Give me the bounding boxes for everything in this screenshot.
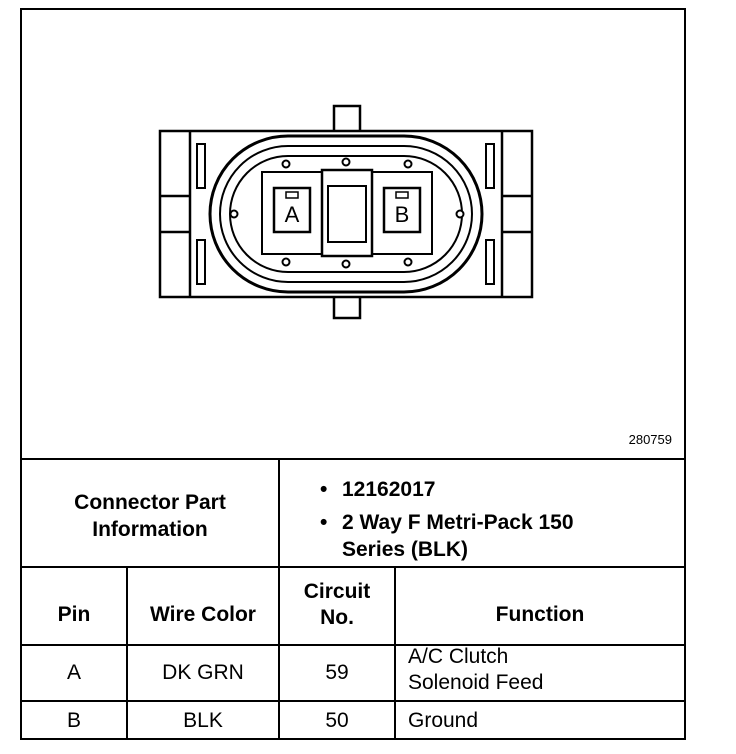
row-b-pin: B <box>66 709 81 732</box>
bullet-icon: • <box>320 511 328 534</box>
header-circuit <box>280 570 394 640</box>
top-tab <box>334 106 360 132</box>
connector-diagram-frame <box>20 8 686 740</box>
header-wire-color: Wire Color <box>150 603 256 626</box>
connector-info-title <box>22 462 278 570</box>
row-b-function: Ground <box>408 709 479 732</box>
row-a-function-line2: Solenoid Feed <box>408 671 544 694</box>
connector-drawing <box>22 10 684 460</box>
connector-type-line2: Series (BLK) <box>342 538 469 561</box>
header-function: Function <box>495 603 585 626</box>
bullet-icon: • <box>320 478 328 501</box>
figure-id: 280759 <box>628 432 672 447</box>
row-a-wire-color: DK GRN <box>162 661 244 684</box>
connector-type-line1: 2 Way F Metri-Pack 150 <box>342 511 574 534</box>
row-a-pin: A <box>66 661 81 684</box>
info-column-divider <box>278 458 280 566</box>
part-number: 12162017 <box>342 478 436 501</box>
row-b-wire-color: BLK <box>183 709 223 732</box>
connector-info-list <box>320 476 574 569</box>
list-item <box>320 509 574 563</box>
pin-a-label: A <box>284 202 300 227</box>
header-circuit-line2: No. <box>320 606 354 629</box>
connector-info-title-line1: Connector Part <box>74 491 226 514</box>
table-top-border <box>22 458 684 460</box>
row-a-function-line1: A/C Clutch <box>408 645 509 668</box>
row-b-circuit: 50 <box>325 709 349 732</box>
row-a-circuit: 59 <box>325 661 349 684</box>
header-circuit-line1: Circuit <box>303 580 371 603</box>
list-item <box>320 476 574 503</box>
pin-b-label: B <box>394 202 410 227</box>
connector-info-title-line2: Information <box>92 518 208 541</box>
header-pin: Pin <box>57 603 91 626</box>
row-a-function <box>408 644 543 696</box>
